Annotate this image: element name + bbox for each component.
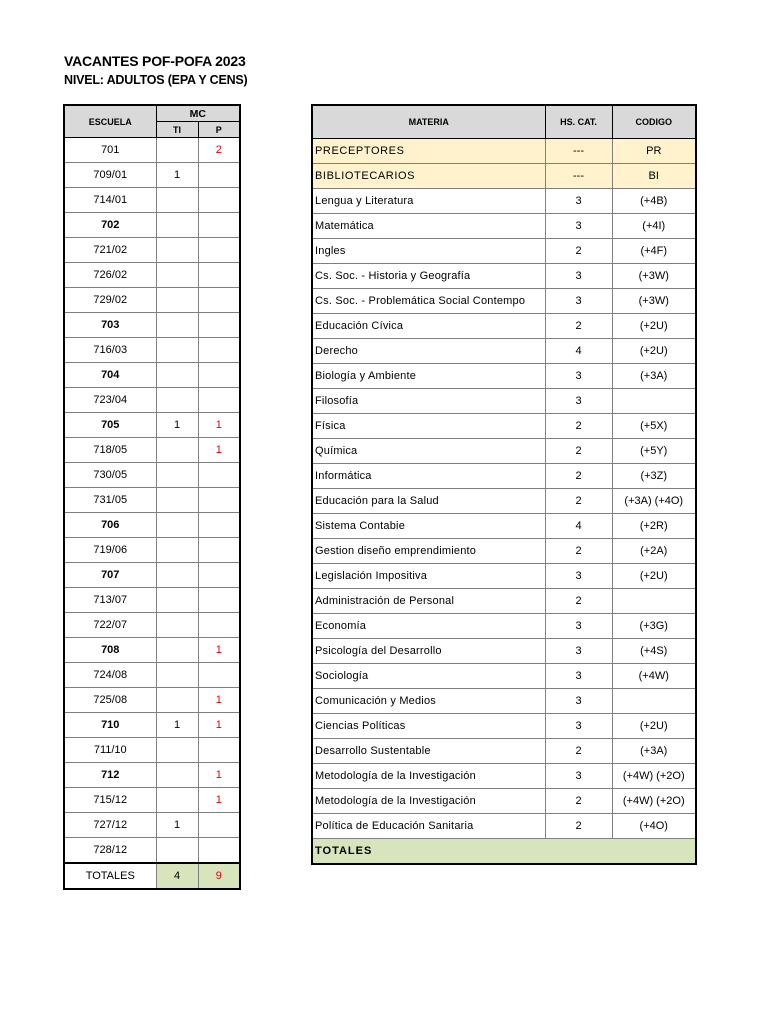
subject-row — [312, 164, 696, 189]
subject-row — [312, 264, 696, 289]
school-ti-cell: 1 — [156, 813, 198, 838]
school-row — [64, 688, 240, 713]
subject-name-cell: Metodología de la Investigación — [312, 764, 545, 789]
school-ti-cell — [156, 538, 198, 563]
school-row — [64, 213, 240, 238]
schools-table — [63, 104, 241, 890]
header-mc: MC — [156, 105, 240, 122]
school-ti-cell — [156, 613, 198, 638]
subject-name-cell: Química — [312, 439, 545, 464]
subject-hours-cell: 2 — [545, 239, 612, 264]
subject-name-cell: Educación para la Salud — [312, 489, 545, 514]
subject-hours-cell: 2 — [545, 464, 612, 489]
subject-code-cell: (+4F) — [612, 239, 696, 264]
school-p-cell — [198, 463, 240, 488]
school-code-cell: 711/10 — [64, 738, 156, 763]
school-row — [64, 338, 240, 363]
school-row — [64, 238, 240, 263]
subject-code-cell: (+5Y) — [612, 439, 696, 464]
school-code-cell: 715/12 — [64, 788, 156, 813]
school-row — [64, 638, 240, 663]
school-p-cell: 1 — [198, 413, 240, 438]
subject-hours-cell: 3 — [545, 289, 612, 314]
page-title: VACANTES POF-POFA 2023 — [64, 53, 246, 69]
subject-hours-cell: 3 — [545, 189, 612, 214]
school-ti-cell — [156, 313, 198, 338]
subject-row — [312, 614, 696, 639]
subject-name-cell: Legislación Impositiva — [312, 564, 545, 589]
header-ti: TI — [156, 122, 198, 138]
subject-hours-cell: 3 — [545, 264, 612, 289]
school-row — [64, 563, 240, 588]
school-code-cell: 705 — [64, 413, 156, 438]
subject-name-cell: Derecho — [312, 339, 545, 364]
subject-row — [312, 764, 696, 789]
school-p-cell — [198, 388, 240, 413]
subject-row — [312, 664, 696, 689]
subject-code-cell: (+2U) — [612, 314, 696, 339]
subject-hours-cell: 3 — [545, 764, 612, 789]
school-p-cell — [198, 563, 240, 588]
school-p-cell — [198, 188, 240, 213]
school-p-cell — [198, 663, 240, 688]
school-ti-cell: 1 — [156, 163, 198, 188]
subject-row — [312, 514, 696, 539]
school-ti-cell — [156, 563, 198, 588]
subject-code-cell — [612, 689, 696, 714]
subject-hours-cell: 2 — [545, 589, 612, 614]
school-row — [64, 263, 240, 288]
subject-hours-cell: --- — [545, 164, 612, 189]
school-ti-cell — [156, 688, 198, 713]
subject-hours-cell: 3 — [545, 389, 612, 414]
school-ti-cell: 1 — [156, 713, 198, 738]
school-row — [64, 188, 240, 213]
school-row — [64, 738, 240, 763]
school-ti-cell — [156, 638, 198, 663]
school-ti-cell — [156, 513, 198, 538]
subject-name-cell: Cs. Soc. - Problemática Social Contempo — [312, 289, 545, 314]
school-code-cell: 706 — [64, 513, 156, 538]
school-p-cell — [198, 213, 240, 238]
school-code-cell: 701 — [64, 138, 156, 163]
school-p-cell: 1 — [198, 438, 240, 463]
subject-code-cell: (+3W) — [612, 264, 696, 289]
school-row — [64, 663, 240, 688]
school-p-cell — [198, 813, 240, 838]
subject-row — [312, 814, 696, 839]
school-p-cell: 1 — [198, 763, 240, 788]
school-p-cell — [198, 288, 240, 313]
subject-name-cell: Economía — [312, 614, 545, 639]
school-code-cell: 703 — [64, 313, 156, 338]
subject-row — [312, 589, 696, 614]
subject-code-cell: (+3G) — [612, 614, 696, 639]
school-row — [64, 463, 240, 488]
school-ti-cell — [156, 738, 198, 763]
totals-p: 9 — [198, 863, 240, 889]
subject-name-cell: Comunicación y Medios — [312, 689, 545, 714]
subject-name-cell: BIBLIOTECARIOS — [312, 164, 545, 189]
subject-name-cell: Administración de Personal — [312, 589, 545, 614]
subject-row — [312, 739, 696, 764]
subject-row — [312, 414, 696, 439]
school-row — [64, 613, 240, 638]
school-row — [64, 413, 240, 438]
subject-hours-cell: 4 — [545, 339, 612, 364]
school-row — [64, 838, 240, 864]
subjects-table — [311, 104, 697, 865]
subject-row — [312, 439, 696, 464]
school-code-cell: 722/07 — [64, 613, 156, 638]
subject-hours-cell: 2 — [545, 414, 612, 439]
subject-row — [312, 139, 696, 164]
subject-row — [312, 314, 696, 339]
subject-row — [312, 239, 696, 264]
totals-ti: 4 — [156, 863, 198, 889]
subject-row — [312, 189, 696, 214]
subject-code-cell: (+4S) — [612, 639, 696, 664]
school-p-cell — [198, 488, 240, 513]
school-ti-cell — [156, 188, 198, 213]
school-code-cell: 727/12 — [64, 813, 156, 838]
subject-code-cell: (+4W) (+2O) — [612, 789, 696, 814]
subject-hours-cell: 2 — [545, 789, 612, 814]
school-row — [64, 388, 240, 413]
subject-row — [312, 339, 696, 364]
school-ti-cell — [156, 663, 198, 688]
subject-hours-cell: 2 — [545, 814, 612, 839]
subject-name-cell: Biología y Ambiente — [312, 364, 545, 389]
subject-code-cell: (+4W) (+2O) — [612, 764, 696, 789]
school-code-cell: 725/08 — [64, 688, 156, 713]
subject-code-cell: (+2U) — [612, 339, 696, 364]
school-code-cell: 723/04 — [64, 388, 156, 413]
school-row — [64, 813, 240, 838]
subject-hours-cell: 3 — [545, 689, 612, 714]
subject-hours-cell: 3 — [545, 564, 612, 589]
school-p-cell: 1 — [198, 638, 240, 663]
subject-code-cell: (+2U) — [612, 714, 696, 739]
school-row — [64, 513, 240, 538]
subject-code-cell: (+3W) — [612, 289, 696, 314]
school-code-cell: 712 — [64, 763, 156, 788]
school-p-cell — [198, 838, 240, 864]
subject-row — [312, 214, 696, 239]
subject-name-cell: Gestion diseño emprendimiento — [312, 539, 545, 564]
subject-code-cell — [612, 389, 696, 414]
subject-hours-cell: 3 — [545, 639, 612, 664]
subject-name-cell: Política de Educación Sanitaria — [312, 814, 545, 839]
school-ti-cell — [156, 363, 198, 388]
subject-name-cell: Educación Cívica — [312, 314, 545, 339]
school-row — [64, 313, 240, 338]
subject-hours-cell: 3 — [545, 214, 612, 239]
subject-code-cell: (+2A) — [612, 539, 696, 564]
school-p-cell — [198, 738, 240, 763]
school-p-cell — [198, 588, 240, 613]
school-p-cell: 1 — [198, 713, 240, 738]
subject-row — [312, 364, 696, 389]
school-code-cell: 730/05 — [64, 463, 156, 488]
subject-code-cell — [612, 589, 696, 614]
school-row — [64, 438, 240, 463]
school-row — [64, 788, 240, 813]
school-ti-cell — [156, 338, 198, 363]
subject-name-cell: Sociología — [312, 664, 545, 689]
school-code-cell: 716/03 — [64, 338, 156, 363]
school-p-cell — [198, 313, 240, 338]
school-ti-cell — [156, 463, 198, 488]
school-ti-cell — [156, 388, 198, 413]
subject-row — [312, 564, 696, 589]
subject-row — [312, 639, 696, 664]
subject-name-cell: Ciencias Políticas — [312, 714, 545, 739]
subject-row — [312, 689, 696, 714]
header-escuela: ESCUELA — [64, 105, 156, 138]
header-materia: MATERIA — [312, 105, 545, 139]
school-code-cell: 728/12 — [64, 838, 156, 864]
school-code-cell: 708 — [64, 638, 156, 663]
subject-name-cell: Cs. Soc. - Historia y Geografía — [312, 264, 545, 289]
subject-row — [312, 789, 696, 814]
subject-row — [312, 539, 696, 564]
school-code-cell: 704 — [64, 363, 156, 388]
school-code-cell: 709/01 — [64, 163, 156, 188]
school-code-cell: 726/02 — [64, 263, 156, 288]
subject-row — [312, 714, 696, 739]
header-p: P — [198, 122, 240, 138]
school-code-cell: 713/07 — [64, 588, 156, 613]
subject-hours-cell: 3 — [545, 664, 612, 689]
subject-name-cell: Matemática — [312, 214, 545, 239]
school-ti-cell: 1 — [156, 413, 198, 438]
school-code-cell: 731/05 — [64, 488, 156, 513]
school-row — [64, 588, 240, 613]
totals-label: TOTALES — [64, 863, 156, 889]
school-p-cell — [198, 363, 240, 388]
subject-hours-cell: 3 — [545, 614, 612, 639]
header-codigo: CODIGO — [612, 105, 696, 139]
school-row — [64, 363, 240, 388]
subject-hours-cell: 2 — [545, 314, 612, 339]
school-code-cell: 714/01 — [64, 188, 156, 213]
school-ti-cell — [156, 788, 198, 813]
subject-name-cell: Sistema Contabie — [312, 514, 545, 539]
school-p-cell — [198, 263, 240, 288]
subject-code-cell: (+3Z) — [612, 464, 696, 489]
subject-row — [312, 389, 696, 414]
school-row — [64, 138, 240, 163]
subject-name-cell: Ingles — [312, 239, 545, 264]
school-row — [64, 538, 240, 563]
subject-row — [312, 489, 696, 514]
school-p-cell: 1 — [198, 688, 240, 713]
school-code-cell: 724/08 — [64, 663, 156, 688]
subject-hours-cell: 2 — [545, 539, 612, 564]
school-ti-cell — [156, 763, 198, 788]
subject-code-cell: (+2U) — [612, 564, 696, 589]
subject-code-cell: (+3A) — [612, 739, 696, 764]
school-p-cell — [198, 513, 240, 538]
subject-code-cell: (+5X) — [612, 414, 696, 439]
subject-hours-cell: 3 — [545, 714, 612, 739]
schools-totals-row — [64, 863, 240, 889]
subject-name-cell: Desarrollo Sustentable — [312, 739, 545, 764]
school-p-cell: 1 — [198, 788, 240, 813]
subject-name-cell: Filosofía — [312, 389, 545, 414]
header-hs-cat: HS. CAT. — [545, 105, 612, 139]
school-ti-cell — [156, 838, 198, 864]
school-code-cell: 729/02 — [64, 288, 156, 313]
school-row — [64, 763, 240, 788]
subjects-totals-label: TOTALES — [312, 839, 696, 865]
subject-name-cell: Informática — [312, 464, 545, 489]
subject-name-cell: PRECEPTORES — [312, 139, 545, 164]
school-ti-cell — [156, 213, 198, 238]
subject-hours-cell: 2 — [545, 439, 612, 464]
school-ti-cell — [156, 588, 198, 613]
subject-code-cell: BI — [612, 164, 696, 189]
school-code-cell: 718/05 — [64, 438, 156, 463]
subject-code-cell: (+4O) — [612, 814, 696, 839]
school-code-cell: 710 — [64, 713, 156, 738]
school-row — [64, 163, 240, 188]
subjects-totals-row — [312, 839, 696, 865]
school-row — [64, 713, 240, 738]
school-ti-cell — [156, 288, 198, 313]
subject-hours-cell: --- — [545, 139, 612, 164]
school-ti-cell — [156, 138, 198, 163]
school-code-cell: 707 — [64, 563, 156, 588]
school-row — [64, 288, 240, 313]
subject-code-cell: (+4B) — [612, 189, 696, 214]
subject-code-cell: (+3A) (+4O) — [612, 489, 696, 514]
school-p-cell: 2 — [198, 138, 240, 163]
subject-name-cell: Lengua y Literatura — [312, 189, 545, 214]
subject-row — [312, 464, 696, 489]
school-p-cell — [198, 338, 240, 363]
subject-hours-cell: 3 — [545, 364, 612, 389]
school-code-cell: 721/02 — [64, 238, 156, 263]
subject-code-cell: (+3A) — [612, 364, 696, 389]
subject-row — [312, 289, 696, 314]
subject-name-cell: Psicología del Desarrollo — [312, 639, 545, 664]
school-row — [64, 488, 240, 513]
subject-hours-cell: 2 — [545, 489, 612, 514]
school-p-cell — [198, 163, 240, 188]
page-subtitle: NIVEL: ADULTOS (EPA Y CENS) — [64, 73, 248, 87]
school-code-cell: 702 — [64, 213, 156, 238]
subject-code-cell: (+2R) — [612, 514, 696, 539]
school-ti-cell — [156, 488, 198, 513]
school-ti-cell — [156, 438, 198, 463]
school-code-cell: 719/06 — [64, 538, 156, 563]
subject-name-cell: Física — [312, 414, 545, 439]
subject-code-cell: (+4W) — [612, 664, 696, 689]
school-p-cell — [198, 613, 240, 638]
subject-code-cell: (+4I) — [612, 214, 696, 239]
school-p-cell — [198, 538, 240, 563]
subject-hours-cell: 2 — [545, 739, 612, 764]
school-ti-cell — [156, 263, 198, 288]
subject-hours-cell: 4 — [545, 514, 612, 539]
subject-name-cell: Metodología de la Investigación — [312, 789, 545, 814]
school-ti-cell — [156, 238, 198, 263]
subject-code-cell: PR — [612, 139, 696, 164]
school-p-cell — [198, 238, 240, 263]
